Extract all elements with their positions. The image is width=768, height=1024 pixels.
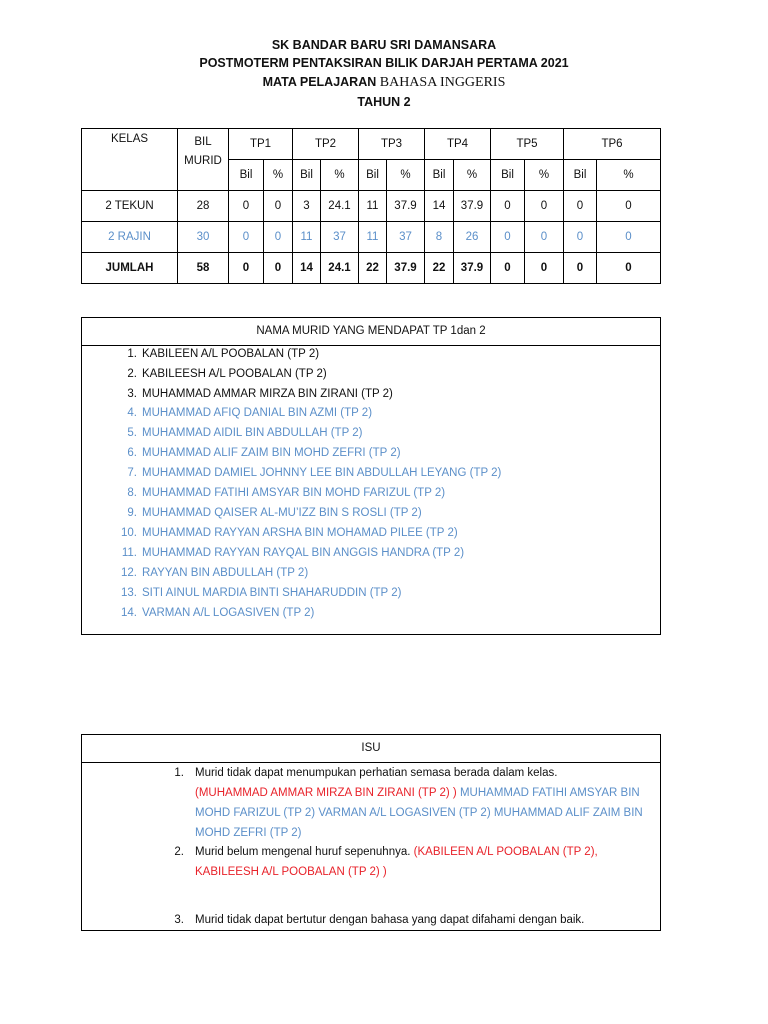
cell: 37.9 — [454, 253, 491, 284]
cell: 14 — [293, 253, 321, 284]
header-bil-murid: BIL MURID — [178, 129, 229, 191]
row-kelas: 2 TEKUN — [82, 191, 178, 222]
cell: 0 — [491, 253, 525, 284]
students-tp-box: NAMA MURID YANG MENDAPAT TP 1dan 2 1. KABILEEN A/L POOBALAN (TP 2) 2. KABILEESH A/L POOBALAN (TP 2) 3. MUHAMMAD AMMAR MIRZA BIN ZIRANI (TP 2) 4. MUHAMMAD AFIQ DANIAL BIN AZMI (TP 2) 5. MUHAMMAD AIDIL BIN ABDULLAH (TP 2) 6. MUHAMMAD ALIF ZAIM BIN MOHD ZEFRI (TP 2) 7. MUHAMMAD DAMIEL JOHNNY LEE BIN ABDULLAH LEYANG (TP 2) 8. MUHAMMAD FATIHI AMSYAR BIN MOHD FARIZUL (TP 2) 9. MUHAMMAD QAISER AL-MU’IZZ BIN S ROSLI (TP 2) 10. MUHAMMAD RAYYAN ARSHA BIN MOHAMAD PILEE (TP 2) 11. MUHAMMAD RAYYAN RAYQAL BIN ANGGIS HANDRA (TP 2) 12. RAYYAN BIN ABDULLAH (TP 2) 13. SITI AINUL MARDIA BINTI SHAHARUDDIN (TP 2) 14. VARMAN A/L LOGASIVEN (TP 2) — [81, 317, 661, 635]
sub-pct: % — [387, 160, 425, 191]
row-kelas: JUMLAH — [82, 253, 178, 284]
cell: 11 — [359, 191, 387, 222]
table-row — [82, 191, 661, 222]
cell: 0 — [229, 253, 264, 284]
table-header-row — [82, 129, 661, 160]
cell: 8 — [425, 222, 454, 253]
sub-pct: % — [264, 160, 293, 191]
cell: 0 — [491, 191, 525, 222]
sub-bil: Bil — [425, 160, 454, 191]
cell: 37.9 — [454, 191, 491, 222]
sub-bil: Bil — [229, 160, 264, 191]
subject-title — [0, 75, 768, 91]
cell: 14 — [425, 191, 454, 222]
cell: 0 — [564, 191, 597, 222]
cell: 0 — [564, 222, 597, 253]
cell: 0 — [525, 222, 564, 253]
issue-students-red: (MUHAMMAD AMMAR MIRZA BIN ZIRANI (TP 2) ) — [195, 787, 457, 799]
cell: 0 — [597, 222, 661, 253]
cell: 22 — [359, 253, 387, 284]
cell: 0 — [264, 222, 293, 253]
subject-name: BAHASA INGGERIS — [379, 75, 506, 90]
school-title: SK BANDAR BARU SRI DAMANSARA — [271, 38, 497, 52]
cell: 11 — [293, 222, 321, 253]
year-title: TAHUN 2 — [357, 95, 411, 109]
cell: 0 — [491, 222, 525, 253]
cell: 26 — [454, 222, 491, 253]
table-row-total — [82, 253, 661, 284]
row-murid: 58 — [178, 253, 229, 284]
subject-prefix: MATA PELAJARAN — [262, 75, 377, 89]
cell: 24.1 — [321, 253, 359, 284]
issue-students-blue: MUHAMMAD FATIHI AMSYAR BIN MOHD FARIZUL (TP 2) VARMAN A/L LOGASIVEN (TP 2) MUHAMMAD ALIF ZAIM BIN MOHD ZEFRI (TP 2) — [195, 787, 643, 839]
assessment-title: POSTMOTERM PENTAKSIRAN BILIK DARJAH PERTAMA 2021 — [199, 56, 569, 70]
cell: 37 — [321, 222, 359, 253]
row-murid: 28 — [178, 191, 229, 222]
header-tp1: TP1 — [229, 129, 293, 160]
results-table — [81, 128, 661, 284]
issue-text: Murid belum mengenal huruf sepenuhnya. — [195, 846, 411, 858]
sub-pct: % — [525, 160, 564, 191]
cell: 11 — [359, 222, 387, 253]
row-kelas: 2 RAJIN — [82, 222, 178, 253]
cell: 22 — [425, 253, 454, 284]
sub-pct: % — [321, 160, 359, 191]
sub-pct: % — [454, 160, 491, 191]
sub-bil: Bil — [564, 160, 597, 191]
cell: 0 — [564, 253, 597, 284]
cell: 0 — [229, 222, 264, 253]
cell: 24.1 — [321, 191, 359, 222]
cell: 37.9 — [387, 191, 425, 222]
cell: 0 — [264, 253, 293, 284]
cell: 0 — [525, 191, 564, 222]
students-tp-heading: NAMA MURID YANG MENDAPAT TP 1dan 2 — [82, 318, 660, 346]
header-tp3: TP3 — [359, 129, 425, 160]
table-row — [82, 222, 661, 253]
issues-box: ISU 1. Murid tidak dapat menumpukan perhatian semasa berada dalam kelas. (MUHAMMAD AMMAR MIRZA BIN ZIRANI (TP 2) ) MUHAMMAD FATIHI AMSYAR BIN MOHD FARIZUL (TP 2) VARMAN A/L LOGASIVEN (TP 2) MUHAMMAD ALIF ZAIM BIN MOHD ZEFRI (TP 2) 2. Murid belum mengenal huruf sepenuhnya. (KABILEEN A/L POOBALAN (TP 2), KABILEESH A/L POOBALAN (TP 2) ) 3. Murid tidak dapat bertutur dengan bahasa yang dapat difahami dengan baik. — [81, 734, 661, 931]
sub-bil: Bil — [293, 160, 321, 191]
header-tp2: TP2 — [293, 129, 359, 160]
sub-bil: Bil — [359, 160, 387, 191]
header-tp5: TP5 — [491, 129, 564, 160]
cell: 0 — [264, 191, 293, 222]
row-murid: 30 — [178, 222, 229, 253]
cell: 0 — [597, 253, 661, 284]
header-kelas: KELAS — [82, 129, 178, 191]
sub-bil: Bil — [491, 160, 525, 191]
sub-pct: % — [597, 160, 661, 191]
cell: 0 — [229, 191, 264, 222]
cell: 37.9 — [387, 253, 425, 284]
header-tp4: TP4 — [425, 129, 491, 160]
issue-text: Murid tidak dapat bertutur dengan bahasa yang dapat difahami dengan baik. — [195, 914, 585, 926]
issues-heading: ISU — [82, 735, 660, 763]
header-tp6: TP6 — [564, 129, 661, 160]
issue-text: Murid tidak dapat menumpukan perhatian semasa berada dalam kelas. — [195, 767, 558, 779]
cell: 0 — [597, 191, 661, 222]
cell: 0 — [525, 253, 564, 284]
cell: 3 — [293, 191, 321, 222]
issue-students-red: (KABILEEN A/L POOBALAN (TP 2), KABILEESH A/L POOBALAN (TP 2) ) — [195, 846, 598, 878]
cell: 37 — [387, 222, 425, 253]
